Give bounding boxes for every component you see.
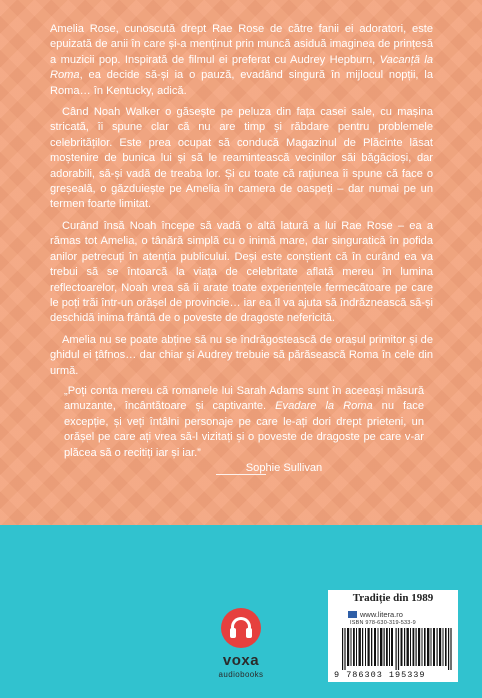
divider-line	[216, 474, 266, 475]
blurb-paragraph-1	[50, 22, 433, 99]
blurb-p1-text-a: Amelia Rose, cunoscută drept Rae Rose de către fanii ei adoratori, este epuizată de anii în care și-a menținut prin muncă asiduă imaginea de prințesă a muzicii pop. Inspirată de filmul ei preferat cu Audrey Hepburn,	[50, 23, 433, 66]
site-line	[348, 609, 403, 619]
isbn-text: ISBN 978-630-319-533-9	[350, 620, 416, 626]
barcode-number: 9 786303 195339	[334, 670, 426, 680]
blurb-p1-title: Vacanță la Roma	[50, 53, 433, 82]
blurb-paragraph-3: Curând însă Noah începe să vadă o altă latură a lui Rae Rose – ea a rămas tot Amelia, o tânără simplă cu o inimă mare, dar singuratică în pofida anilor petrecuți în atenția publicului. Deși este conștient că în curând ea va trebui să se întoarcă la viața de celebritate aflată mereu în lumina reflectoarelor, Noah vrea să îi arate toate experiențele fermecătoare pe care le poți trăi într-un orășel de provincie… iar ea îl va ajuta să îndrăznească să-și deschidă inima frântă de o poveste de dragoste nefericită.	[50, 219, 433, 325]
litera-logo-icon	[348, 611, 357, 618]
barcode-icon	[342, 628, 452, 670]
quote-author: Sophie Sullivan	[245, 462, 323, 475]
quote-text-b: nu face excepție, și veți întâlni personaje pe care le-ați dori drept prieteni, un orășel pe care ați vrea să-l vizitați și o poveste de dragoste pe care v-ar plăcea să o recitiți iar și iar.”	[64, 400, 424, 459]
blurb-paragraph-4: Amelia nu se poate abține să nu se îndrăgostească de orașul primitor și de ghidul ei țâfnos… dar chiar și Audrey trebuie să părăsească Roma în cele din urmă.	[50, 333, 433, 377]
barcode-box	[328, 590, 458, 682]
review-quote	[64, 384, 424, 476]
headphones-icon	[221, 608, 261, 648]
site-url: www.litera.ro	[360, 609, 403, 619]
back-cover-blurb	[50, 22, 433, 385]
quote-title: Evadare la Roma	[275, 400, 373, 413]
tradition-label: Tradiție din 1989	[352, 592, 434, 604]
quote-text-a: „Poți conta mereu că romanele lui Sarah Adams sunt în aceeași măsură amuzante, încântătoare și captivante.	[64, 385, 424, 413]
blurb-p1-text-b: , ea decide să-și ia o pauză, evadând singură în mijlocul nopții, la Roma… în Kentucky, adică.	[50, 69, 433, 97]
blurb-paragraph-2: Când Noah Walker o găsește pe peluza din fața casei sale, cu mașina stricată, îi spune clar că nu are timp și răbdare pentru problemele celebrităților. Este prea ocupat să conducă Magazinul de Plăcinte lăsat moștenire de bunica lui și să le reamintească vecinilor săi băgăcioși, dar adorabili, să-și vadă de treaba lor. Și cu toate că rațiunea îi spune că face o greșeală, o găzduiește pe Amelia în camera de oaspeți – dar numai pe un termen foarte limitat.	[50, 106, 433, 211]
logo-name: voxa	[222, 652, 260, 669]
logo-subtitle: audiobooks	[218, 670, 264, 679]
